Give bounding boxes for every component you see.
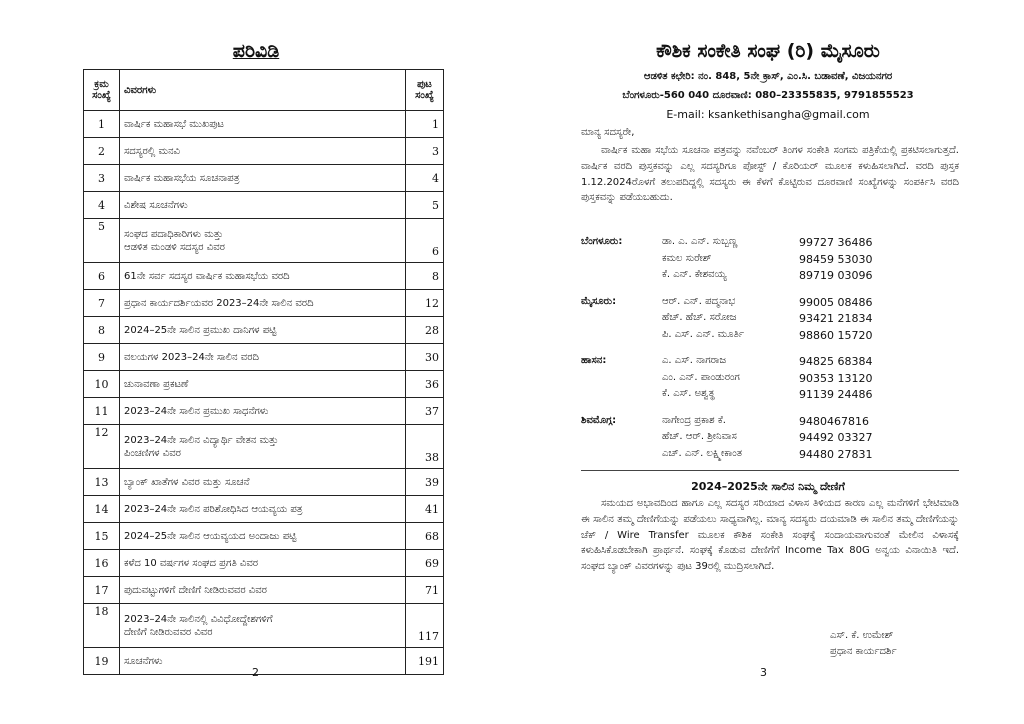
intro-paragraph: ವಾರ್ಷಿಕ ಮಹಾ ಸಭೆಯ ಸೂಚನಾ ಪತ್ರವನ್ನು ನವೆಂಬರ್ ತಿಂಗಳ ಸಂಕೇತಿ ಸಂಗಮ ಪತ್ರಿಕೆಯಲ್ಲಿ ಪ್ರಕಟಿಸಲಾಗುತ್ತದೆ. ವಾರ್ಷಿಕ ವರದಿ ಪುಸ್ತಕವನ್ನು ಎಲ್ಲ ಸದಸ್ಯರಿಗೂ ಪೋಸ್ಟ್ / ಕೊರಿಯರ್ ಮೂಲಕ ಕಳುಹಿಸಲಾಗಿದೆ. ವರದಿ ಪುಸ್ತಕ 1.12.2024ರೊಳಗೆ ತಲುಪದಿದ್ದಲ್ಲಿ ಸದಸ್ಯರು ಈ ಕೆಳಗೆ ಕೊಟ್ಟಿರುವ ದೂರವಾಣಿ ಸಂಖ್ಯೆಗಳನ್ನು ಸಂಪರ್ಕಿಸಿ ವರದಿ ಪುಸ್ತಕವನ್ನು ಪಡೆಯಬಹುದು. xyxy=(581,145,959,204)
contact-city: ಬೆಂಗಳೂರು: xyxy=(581,236,623,247)
toc-row-number: 17 xyxy=(84,577,120,604)
toc-row-number: 4 xyxy=(84,192,120,219)
contact-row xyxy=(581,329,959,346)
contact-city: ಶಿವಮೊಗ್ಗ: xyxy=(581,414,617,426)
donation-section-title: 2024–2025ನೇ ಸಾಲಿನ ನಿಮ್ಮ ದೇಣಿಗೆ xyxy=(691,480,845,493)
toc-header-desc: ವಿವರಗಳು xyxy=(120,70,406,111)
toc-row-page: 68 xyxy=(406,523,444,550)
toc-row-description: 2023–24ನೇ ಸಾಲಿನ ವಿದ್ಯಾರ್ಥಿ ವೇತನ ಮತ್ತು ಪಿಂಚಣಿಗಳ ವಿವರ xyxy=(120,425,406,469)
toc-row-description: ಬ್ಯಾಂಕ್ ಖಾತೆಗಳ ವಿವರ ಮತ್ತು ಸೂಚನೆ xyxy=(120,469,406,496)
toc-row xyxy=(84,371,444,398)
toc-row-page: 1 xyxy=(406,111,444,138)
toc-row-description: ಚುನಾವಣಾ ಪ್ರಕಟಣೆ xyxy=(120,371,406,398)
contact-city: ಹಾಸನ: xyxy=(581,355,607,366)
toc-row-page: 5 xyxy=(406,192,444,219)
toc-row-page: 36 xyxy=(406,371,444,398)
contact-name: ಹೆಚ್. ಆರ್. ಶ್ರೀನಿವಾಸ xyxy=(662,431,737,442)
toc-row-description: ಕಳೆದ 10 ವರ್ಷಗಳ ಸಂಘದ ಪ್ರಗತಿ ವಿವರ xyxy=(120,550,406,577)
email-line: E-mail: ksankethisangha@gmail.com xyxy=(666,108,870,121)
toc-row-description: ಸೂಚನೆಗಳು xyxy=(120,648,406,675)
contact-group xyxy=(581,355,959,405)
toc-header-row xyxy=(84,70,444,111)
toc-row-page: 30 xyxy=(406,344,444,371)
toc-row xyxy=(84,523,444,550)
toc-header-num: ಕ್ರಮ ಸಂಖ್ಯೆ xyxy=(84,70,120,111)
contact-row xyxy=(581,431,959,448)
toc-row-page: 71 xyxy=(406,577,444,604)
toc-row-number: 6 xyxy=(84,263,120,290)
toc-row-description: ಸದಸ್ಯರಲ್ಲಿ ಮನವಿ xyxy=(120,138,406,165)
toc-row-description: 2023–24ನೇ ಸಾಲಿನ ಪ್ರಮುಖ ಸಾಧನೆಗಳು xyxy=(120,398,406,425)
toc-row-number: 14 xyxy=(84,496,120,523)
toc-row-number: 11 xyxy=(84,398,120,425)
toc-row-number: 10 xyxy=(84,371,120,398)
toc-row-page: 117 xyxy=(406,604,444,648)
toc-row xyxy=(84,496,444,523)
signatory-name: ಎಸ್. ಕೆ. ಉಮೇಶ್ xyxy=(830,630,894,641)
toc-row-description: ಸಂಘದ ಪದಾಧಿಕಾರಿಗಳು ಮತ್ತು ಆಡಳಿತ ಮಂಡಳಿ ಸದಸ್ಯರ ವಿವರ xyxy=(120,219,406,263)
contact-phone: 99727 36486 xyxy=(799,236,873,249)
contact-name: ಡಾ. ಎ. ಎನ್. ಸುಬ್ಬಣ್ಣ xyxy=(662,236,738,247)
contact-row xyxy=(581,448,959,465)
address-line-1: ಆಡಳಿತ ಕಛೇರಿ: ನಂ. 848, 5ನೇ ಕ್ರಾಸ್, ಎಂ.ಸಿ. ಬಡಾವಣೆ, ವಿಜಯನಗರ xyxy=(643,71,893,82)
toc-row-page: 28 xyxy=(406,317,444,344)
toc-row xyxy=(84,344,444,371)
contact-phone: 98860 15720 xyxy=(799,328,873,342)
contact-name: ಹೆಚ್. ಹೆಚ್. ಸರೋಜ xyxy=(662,312,737,323)
toc-row xyxy=(84,263,444,290)
contact-group xyxy=(581,236,959,286)
toc-row xyxy=(84,165,444,192)
toc-row-description: ವಾರ್ಷಿಕ ಮಹಾಸಭೆ ಮುಖಪುಟ xyxy=(120,111,406,138)
contact-row xyxy=(581,269,959,286)
toc-row-number: 18 xyxy=(84,604,120,648)
toc-row-description: 2024–25ನೇ ಸಾಲಿನ ಆಯವ್ಯಯದ ಅಂದಾಜು ಪಟ್ಟಿ xyxy=(120,523,406,550)
toc-row xyxy=(84,219,444,263)
toc-row-number: 1 xyxy=(84,111,120,138)
contact-name: ಎಚ್. ಎನ್. ಲಕ್ಷ್ಮೀಕಾಂತ xyxy=(662,447,743,459)
toc-row-description: ವಾರ್ಷಿಕ ಮಹಾಸಭೆಯ ಸೂಚನಾಪತ್ರ xyxy=(120,165,406,192)
toc-row-description: 2023–24ನೇ ಸಾಲಿನಲ್ಲಿ ವಿವಿಧೋದ್ದೇಶಗಳಿಗೆ ದೇಣಿಗೆ ನೀಡಿರುವವರ ವಿವರ xyxy=(120,604,406,648)
donation-paragraph: ಸಮಯದ ಅಭಾವದಿಂದ ಹಾಗೂ ಎಲ್ಲ ಸದಸ್ಯರ ಸರಿಯಾದ ವಿಳಾಸ ತಿಳಿಯದ ಕಾರಣ ಎಲ್ಲ ಮನೆಗಳಿಗೆ ಭೇಟಿಮಾಡಿ ಈ ಸಾಲಿನ ತಮ್ಮ ದೇಣಿಗೆಯನ್ನು ಪಡೆಯಲು ಸಾಧ್ಯವಾಗಿಲ್ಲ. ಮಾನ್ಯ ಸದಸ್ಯರು ದಯಮಾಡಿ ಈ ಸಾಲಿನ ತಮ್ಮ ದೇಣಿಗೆಯನ್ನು ಚೆಕ್ / Wire Transfer ಮೂಲಕ ಕೌಶಿಕ ಸಂಕೇತಿ ಸಂಘಕ್ಕೆ ಸಂದಾಯವಾಗುವಂತೆ ಮೇಲಿನ ವಿಳಾಸಕ್ಕೆ ಕಳುಹಿಸಿಕೊಡಬೇಕಾಗಿ ಪ್ರಾರ್ಥನೆ. ಸಂಘಕ್ಕೆ ಕೊಡುವ ದೇಣಿಗೆಗೆ Income Tax 80G ಅನ್ವಯ ವಿನಾಯಿತಿ ಇದೆ. ಸಂಘದ ಬ್ಯಾಂಕ್ ವಿವರಗಳನ್ನು ಪುಟ 39ರಲ್ಲಿ ಮುದ್ರಿಸಲಾಗಿದೆ. xyxy=(581,498,959,573)
contact-name: ಆರ್. ಎನ್. ಪದ್ಮನಾಭ xyxy=(662,295,736,307)
right-page xyxy=(512,0,1024,724)
contact-phone: 94480 27831 xyxy=(799,447,873,461)
toc-row-page: 3 xyxy=(406,138,444,165)
contact-phone: 99005 08486 xyxy=(799,295,873,309)
contact-phone: 9480467816 xyxy=(799,414,869,428)
toc-row xyxy=(84,648,444,675)
contact-row xyxy=(581,312,959,329)
toc-row-page: 39 xyxy=(406,469,444,496)
contact-phone: 93421 21834 xyxy=(799,312,873,325)
contact-name: ಕೆ. ಎಸ್. ಅಶ್ವತ್ಥ xyxy=(662,388,715,399)
contact-phone: 90353 13120 xyxy=(799,371,873,385)
toc-row-number: 7 xyxy=(84,290,120,317)
contact-name: ಎಂ. ಎನ್. ಪಾಂಡುರಂಗ xyxy=(662,371,740,383)
contact-group xyxy=(581,296,959,346)
toc-row-description: ವಿಶೇಷ ಸೂಚನೆಗಳು xyxy=(120,192,406,219)
contact-list xyxy=(581,236,959,474)
contact-phone: 98459 53030 xyxy=(799,252,873,266)
contact-row xyxy=(581,236,959,253)
contact-name: ನಾಗೇಂದ್ರ ಪ್ರಕಾಶ ಕೆ. xyxy=(662,414,726,426)
toc-row-number: 19 xyxy=(84,648,120,675)
contact-phone: 94825 68384 xyxy=(799,355,873,368)
toc-row-description: ವಲಯಗಳ 2023–24ನೇ ಸಾಲಿನ ವರದಿ xyxy=(120,344,406,371)
toc-row xyxy=(84,604,444,648)
toc-row-page: 8 xyxy=(406,263,444,290)
toc-row xyxy=(84,469,444,496)
section-divider xyxy=(581,470,959,471)
toc-table xyxy=(83,69,444,675)
toc-row-number: 2 xyxy=(84,138,120,165)
contact-phone: 94492 03327 xyxy=(799,431,873,444)
toc-row-number: 15 xyxy=(84,523,120,550)
toc-header-page: ಪುಟ ಸಂಖ್ಯೆ xyxy=(406,70,444,111)
toc-row-description: 2023–24ನೇ ಸಾಲಿನ ಪರಿಶೋಧಿಸಿದ ಆಯವ್ಯಯ ಪತ್ರ xyxy=(120,496,406,523)
contact-name: ಕೆ. ಎನ್. ಕೇಶವಯ್ಯ xyxy=(662,269,727,280)
contact-row xyxy=(581,296,959,313)
toc-row-page: 38 xyxy=(406,425,444,469)
page-number-left: 2 xyxy=(252,666,259,679)
contact-row xyxy=(581,372,959,389)
contact-row xyxy=(581,355,959,372)
contact-row xyxy=(581,253,959,270)
toc-row xyxy=(84,550,444,577)
toc-row-page: 12 xyxy=(406,290,444,317)
toc-row-page: 41 xyxy=(406,496,444,523)
contact-name: ಕಮಲ ಸುರೇಶ್ xyxy=(662,252,712,264)
contact-row xyxy=(581,388,959,405)
toc-row-description: ಪುದುವಟ್ಟುಗಳಿಗೆ ದೇಣಿಗೆ ನೀಡಿರುವವರ ವಿವರ xyxy=(120,577,406,604)
toc-row xyxy=(84,398,444,425)
toc-row-page: 69 xyxy=(406,550,444,577)
toc-row xyxy=(84,111,444,138)
contact-row xyxy=(581,415,959,432)
toc-row-number: 9 xyxy=(84,344,120,371)
toc-row-number: 3 xyxy=(84,165,120,192)
toc-row-page: 37 xyxy=(406,398,444,425)
toc-title: ಪರಿವಿಡಿ xyxy=(232,40,280,62)
page-number-right: 3 xyxy=(760,666,767,679)
toc-row-number: 5 xyxy=(84,219,120,263)
org-title: ಕೌಶಿಕ ಸಂಕೇತಿ ಸಂಘ (ರಿ) ಮೈಸೂರು xyxy=(656,40,880,62)
toc-row-number: 8 xyxy=(84,317,120,344)
toc-row xyxy=(84,317,444,344)
contact-name: ಎ. ಎಸ್. ನಾಗರಾಜ xyxy=(662,355,727,366)
toc-row-page: 4 xyxy=(406,165,444,192)
toc-row xyxy=(84,577,444,604)
signatory-title: ಪ್ರಧಾನ ಕಾರ್ಯದರ್ಶಿ xyxy=(830,646,897,657)
toc-row xyxy=(84,425,444,469)
toc-row-number: 12 xyxy=(84,425,120,469)
salutation: ಮಾನ್ಯ ಸದಸ್ಯರೇ, xyxy=(581,127,635,138)
toc-row-page: 191 xyxy=(406,648,444,675)
contact-phone: 89719 03096 xyxy=(799,269,873,282)
toc-row xyxy=(84,138,444,165)
contact-phone: 91139 24486 xyxy=(799,388,873,401)
contact-name: ಪಿ. ಎಸ್. ಎನ್. ಮೂರ್ತಿ xyxy=(662,328,745,340)
toc-row xyxy=(84,192,444,219)
toc-row-description: ಪ್ರಧಾನ ಕಾರ್ಯದರ್ಶಿಯವರ 2023–24ನೇ ಸಾಲಿನ ವರದಿ xyxy=(120,290,406,317)
toc-row-page: 6 xyxy=(406,219,444,263)
toc-row-number: 16 xyxy=(84,550,120,577)
address-line-2: ಬೆಂಗಳೂರು-560 040 ದೂರವಾಣಿ: 080–23355835, 9791855523 xyxy=(622,90,914,101)
toc-row-number: 13 xyxy=(84,469,120,496)
toc-row-description: 61ನೇ ಸರ್ವ ಸದಸ್ಯರ ವಾರ್ಷಿಕ ಮಹಾಸಭೆಯ ವರದಿ xyxy=(120,263,406,290)
contact-group xyxy=(581,415,959,465)
toc-row-description: 2024–25ನೇ ಸಾಲಿನ ಪ್ರಮುಖ ದಾನಿಗಳ ಪಟ್ಟಿ xyxy=(120,317,406,344)
toc-row xyxy=(84,290,444,317)
contact-city: ಮೈಸೂರು: xyxy=(581,295,617,307)
